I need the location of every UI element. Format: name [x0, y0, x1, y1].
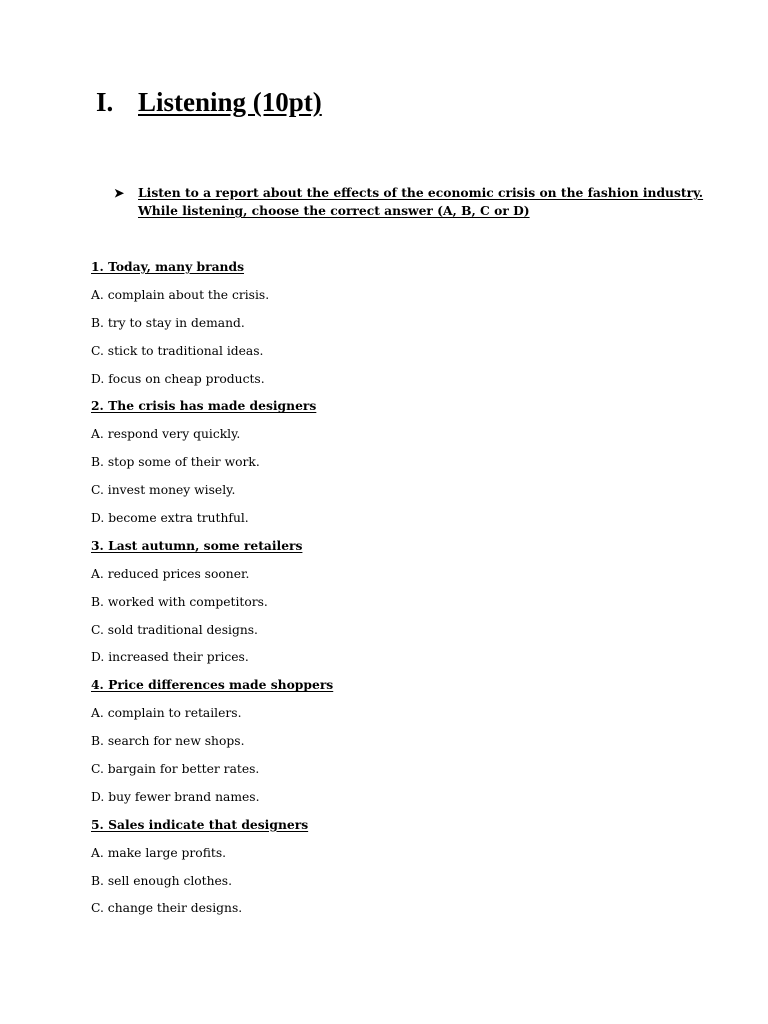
question-1 — [91, 257, 691, 396]
option-d — [91, 647, 691, 675]
option-text: . try to stay in demand. — [100, 315, 245, 330]
section-number: I. — [96, 87, 114, 117]
instruction-text — [138, 184, 703, 220]
question-4 — [91, 675, 691, 814]
option-letter: D — [91, 371, 101, 386]
question-list — [91, 257, 691, 926]
option-c — [91, 620, 691, 648]
option-letter: D — [91, 789, 101, 804]
option-text: . stick to traditional ideas. — [99, 343, 264, 358]
option-text: . reduced prices sooner. — [99, 566, 250, 581]
option-c — [91, 341, 691, 369]
question-5 — [91, 815, 691, 927]
option-letter: C — [91, 901, 100, 916]
question-2 — [91, 396, 691, 535]
option-text: . become extra truthful. — [100, 511, 249, 526]
option-letter: D — [91, 650, 101, 665]
option-text: . stop some of their work. — [100, 455, 260, 470]
option-letter: A — [91, 427, 100, 442]
option-letter: B — [91, 455, 101, 470]
option-d — [91, 369, 691, 397]
option-letter: C — [91, 343, 100, 358]
question-text: 2. The crisis has made designers — [91, 398, 317, 414]
section-heading — [96, 86, 322, 118]
option-text: . complain about the crisis. — [99, 287, 270, 302]
option-letter: D — [91, 511, 101, 526]
option-a — [91, 285, 691, 313]
option-letter: A — [91, 845, 100, 860]
option-text: . search for new shops. — [100, 734, 245, 749]
option-a — [91, 564, 691, 592]
option-c — [91, 480, 691, 508]
question-text: 4. Price differences made shoppers — [91, 677, 334, 693]
question-3 — [91, 536, 691, 675]
arrow-bullet-icon: ➤ — [114, 186, 125, 200]
option-text: . buy fewer brand names. — [100, 789, 260, 804]
option-letter: B — [91, 734, 101, 749]
option-text: . sold traditional designs. — [99, 622, 258, 637]
option-d — [91, 508, 691, 536]
option-letter: A — [91, 706, 100, 721]
option-text: . worked with competitors. — [100, 594, 268, 609]
option-a — [91, 703, 691, 731]
question-text: 3. Last autumn, some retailers — [91, 537, 303, 553]
option-c — [91, 898, 691, 926]
option-text: . change their designs. — [99, 901, 243, 916]
option-text: . complain to retailers. — [99, 706, 242, 721]
option-text: . sell enough clothes. — [100, 873, 233, 888]
instruction-line-1: Listen to a report about the effects of the economic crisis on the fashion industry. — [138, 185, 704, 200]
option-letter: B — [91, 315, 101, 330]
section-title: Listening (10pt) — [138, 87, 322, 117]
option-d — [91, 787, 691, 815]
option-text: . increased their prices. — [100, 650, 249, 665]
option-text: . respond very quickly. — [99, 427, 241, 442]
instruction-line-2: While listening, choose the correct answer (A, B, C or D) — [138, 203, 530, 218]
option-letter: B — [91, 594, 101, 609]
option-b — [91, 313, 691, 341]
option-b — [91, 871, 691, 899]
option-letter: A — [91, 566, 100, 581]
question-text: 5. Sales indicate that designers — [91, 816, 309, 832]
option-letter: B — [91, 873, 101, 888]
option-b — [91, 592, 691, 620]
option-a — [91, 843, 691, 871]
option-a — [91, 424, 691, 452]
option-text: . invest money wisely. — [99, 483, 236, 498]
question-text: 1. Today, many brands — [91, 259, 245, 274]
option-text: . make large profits. — [99, 845, 227, 860]
option-text: . bargain for better rates. — [99, 762, 260, 777]
option-letter: C — [91, 483, 100, 498]
option-letter: C — [91, 762, 100, 777]
instruction-block — [114, 184, 714, 220]
option-b — [91, 731, 691, 759]
option-letter: C — [91, 622, 100, 637]
option-text: . focus on cheap products. — [100, 371, 265, 386]
option-c — [91, 759, 691, 787]
option-letter: A — [91, 287, 100, 302]
option-b — [91, 452, 691, 480]
